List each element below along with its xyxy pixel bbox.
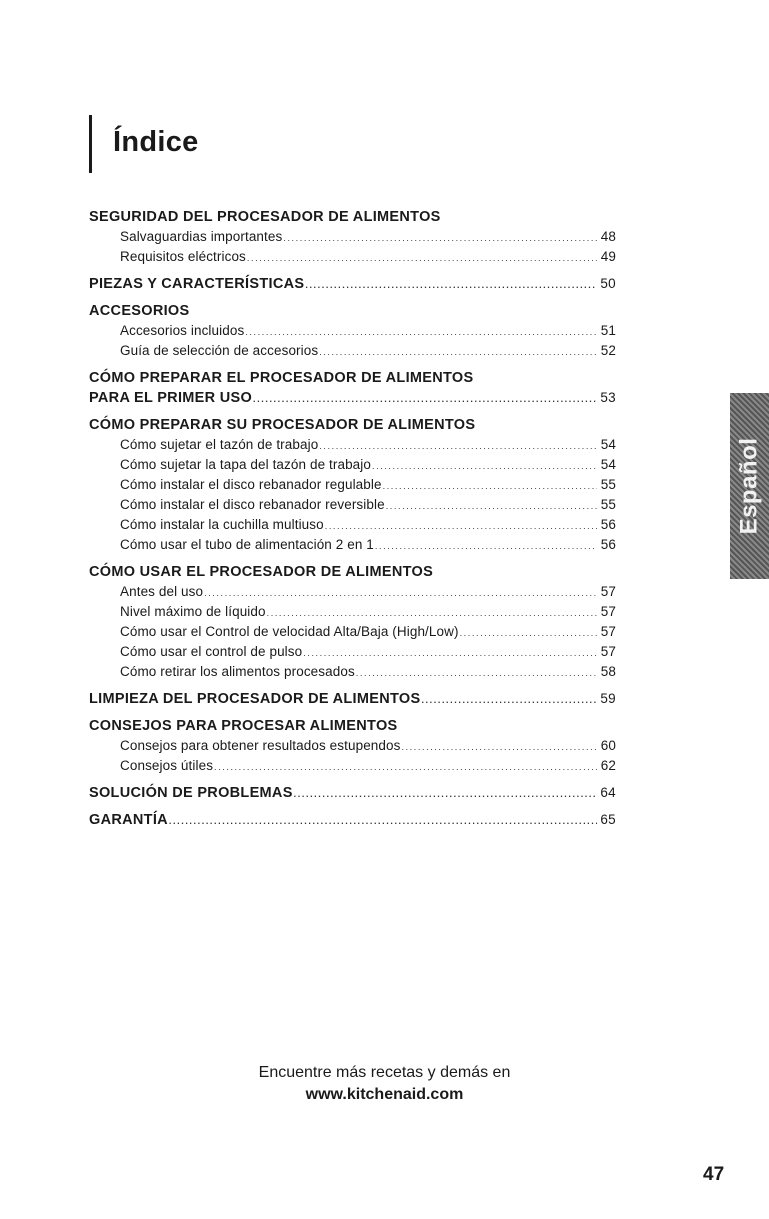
toc-entry-label: Nivel máximo de líquido xyxy=(120,604,266,619)
toc-entry-label: Consejos para obtener resultados estupendos xyxy=(120,738,401,753)
toc-page-number: 52 xyxy=(600,343,616,358)
toc-page-number: 53 xyxy=(600,390,616,405)
toc-entry-label: Requisitos eléctricos xyxy=(120,249,246,264)
toc-entry-label: Antes del uso xyxy=(120,584,204,599)
toc-section xyxy=(89,716,616,776)
toc-section xyxy=(89,562,616,682)
toc-page-number: 60 xyxy=(600,738,616,753)
toc-entry[interactable] xyxy=(89,602,616,622)
toc-page-number: 49 xyxy=(600,249,616,264)
dot-leader xyxy=(319,342,597,362)
title-rule xyxy=(89,115,92,173)
toc-page-number: 54 xyxy=(600,457,616,472)
toc-heading-row[interactable] xyxy=(89,301,616,321)
toc-entry[interactable] xyxy=(89,435,616,455)
toc-section-heading: CÓMO PREPARAR EL PROCESADOR DE ALIMENTOS xyxy=(89,370,474,386)
dot-leader xyxy=(303,643,597,663)
toc-page-number: 59 xyxy=(600,691,616,706)
toc-section-heading: ACCESORIOS xyxy=(89,303,190,319)
dot-leader xyxy=(372,456,597,476)
toc-heading-row[interactable] xyxy=(89,689,616,709)
toc-page-number: 55 xyxy=(600,497,616,512)
toc-page-number: 56 xyxy=(600,517,616,532)
dot-leader xyxy=(319,436,597,456)
toc-section xyxy=(89,689,616,709)
language-tab-label: Español xyxy=(735,437,763,535)
toc-entry[interactable] xyxy=(89,475,616,495)
toc-section-heading: LIMPIEZA DEL PROCESADOR DE ALIMENTOS xyxy=(89,691,421,707)
toc-page-number: 57 xyxy=(600,644,616,659)
footer-link[interactable]: www.kitchenaid.com xyxy=(305,1086,464,1103)
dot-leader xyxy=(283,228,597,248)
toc-page-number: 57 xyxy=(600,624,616,639)
dot-leader xyxy=(267,603,597,623)
toc-entry-label: Cómo instalar el disco rebanador regulable xyxy=(120,477,382,492)
toc-section xyxy=(89,783,616,803)
dot-leader xyxy=(401,737,597,757)
dot-leader xyxy=(305,275,597,295)
toc-page-number: 64 xyxy=(600,785,616,800)
dot-leader xyxy=(169,811,597,831)
dot-leader xyxy=(356,663,597,683)
toc-entry[interactable] xyxy=(89,642,616,662)
toc-heading-row[interactable] xyxy=(89,388,616,408)
table-of-contents xyxy=(89,207,616,830)
dot-leader xyxy=(294,784,597,804)
toc-section-heading: CONSEJOS PARA PROCESAR ALIMENTOS xyxy=(89,718,398,734)
toc-heading-row[interactable] xyxy=(89,810,616,830)
toc-entry-label: Cómo instalar el disco rebanador reversible xyxy=(120,497,385,512)
toc-entry-label: Guía de selección de accesorios xyxy=(120,343,319,358)
toc-entry-label: Cómo instalar la cuchilla multiuso xyxy=(120,517,324,532)
toc-entry[interactable] xyxy=(89,535,616,555)
toc-page-number: 58 xyxy=(600,664,616,679)
toc-section-heading: PARA EL PRIMER USO xyxy=(89,390,253,406)
toc-page-number: 54 xyxy=(600,437,616,452)
toc-page-number: 55 xyxy=(600,477,616,492)
toc-section xyxy=(89,415,616,555)
toc-entry-label: Consejos útiles xyxy=(120,758,214,773)
dot-leader xyxy=(247,248,597,268)
language-tab xyxy=(730,393,769,579)
toc-entry[interactable] xyxy=(89,662,616,682)
footer-text: Encuentre más recetas y demás en xyxy=(258,1064,511,1081)
toc-page-number: 65 xyxy=(600,812,616,827)
toc-entry-label: Accesorios incluidos xyxy=(120,323,245,338)
toc-heading-row[interactable] xyxy=(89,562,616,582)
toc-entry-label: Cómo retirar los alimentos procesados xyxy=(120,664,355,679)
toc-entry[interactable] xyxy=(89,736,616,756)
toc-entry[interactable] xyxy=(89,756,616,776)
dot-leader xyxy=(253,389,597,409)
dot-leader xyxy=(245,322,597,342)
toc-entry-label: Cómo usar el tubo de alimentación 2 en 1 xyxy=(120,537,374,552)
toc-section-heading: CÓMO USAR EL PROCESADOR DE ALIMENTOS xyxy=(89,564,434,580)
toc-entry[interactable] xyxy=(89,247,616,267)
dot-leader xyxy=(214,757,597,777)
toc-entry[interactable] xyxy=(89,495,616,515)
toc-entry[interactable] xyxy=(89,622,616,642)
toc-heading-row[interactable] xyxy=(89,783,616,803)
toc-section xyxy=(89,301,616,361)
toc-page-number: 57 xyxy=(600,604,616,619)
toc-entry[interactable] xyxy=(89,341,616,361)
page-title: Índice xyxy=(113,126,199,158)
toc-page-number: 62 xyxy=(600,758,616,773)
dot-leader xyxy=(204,583,597,603)
toc-section xyxy=(89,368,616,408)
toc-entry[interactable] xyxy=(89,582,616,602)
toc-page-number: 50 xyxy=(600,276,616,291)
dot-leader xyxy=(375,536,597,556)
toc-section-heading: SOLUCIÓN DE PROBLEMAS xyxy=(89,785,293,801)
toc-entry-label: Cómo sujetar el tazón de trabajo xyxy=(120,437,319,452)
toc-page-number: 56 xyxy=(600,537,616,552)
page-number: 47 xyxy=(703,1164,725,1185)
toc-entry-label: Cómo usar el Control de velocidad Alta/Baja (High/Low) xyxy=(120,624,459,639)
toc-entry[interactable] xyxy=(89,455,616,475)
toc-section xyxy=(89,207,616,267)
toc-section xyxy=(89,274,616,294)
toc-page-number: 57 xyxy=(600,584,616,599)
toc-section-heading: PIEZAS Y CARACTERÍSTICAS xyxy=(89,276,305,292)
toc-heading-row[interactable] xyxy=(89,716,616,736)
toc-entry[interactable] xyxy=(89,515,616,535)
toc-section-heading: GARANTÍA xyxy=(89,812,168,828)
dot-leader xyxy=(421,690,597,710)
dot-leader xyxy=(383,476,597,496)
toc-heading-row[interactable] xyxy=(89,274,616,294)
dot-leader xyxy=(460,623,597,643)
toc-heading-row[interactable] xyxy=(89,415,616,435)
footer xyxy=(0,1062,769,1106)
toc-section-heading: SEGURIDAD DEL PROCESADOR DE ALIMENTOS xyxy=(89,209,441,225)
toc-page-number: 51 xyxy=(600,323,616,338)
toc-entry[interactable] xyxy=(89,227,616,247)
toc-page-number: 48 xyxy=(600,229,616,244)
toc-entry-label: Cómo usar el control de pulso xyxy=(120,644,303,659)
dot-leader xyxy=(386,496,597,516)
toc-section xyxy=(89,810,616,830)
toc-heading-row[interactable] xyxy=(89,207,616,227)
toc-entry[interactable] xyxy=(89,321,616,341)
toc-entry-label: Salvaguardias importantes xyxy=(120,229,283,244)
toc-section-heading: CÓMO PREPARAR SU PROCESADOR DE ALIMENTOS xyxy=(89,417,476,433)
dot-leader xyxy=(325,516,597,536)
toc-entry-label: Cómo sujetar la tapa del tazón de trabajo xyxy=(120,457,372,472)
